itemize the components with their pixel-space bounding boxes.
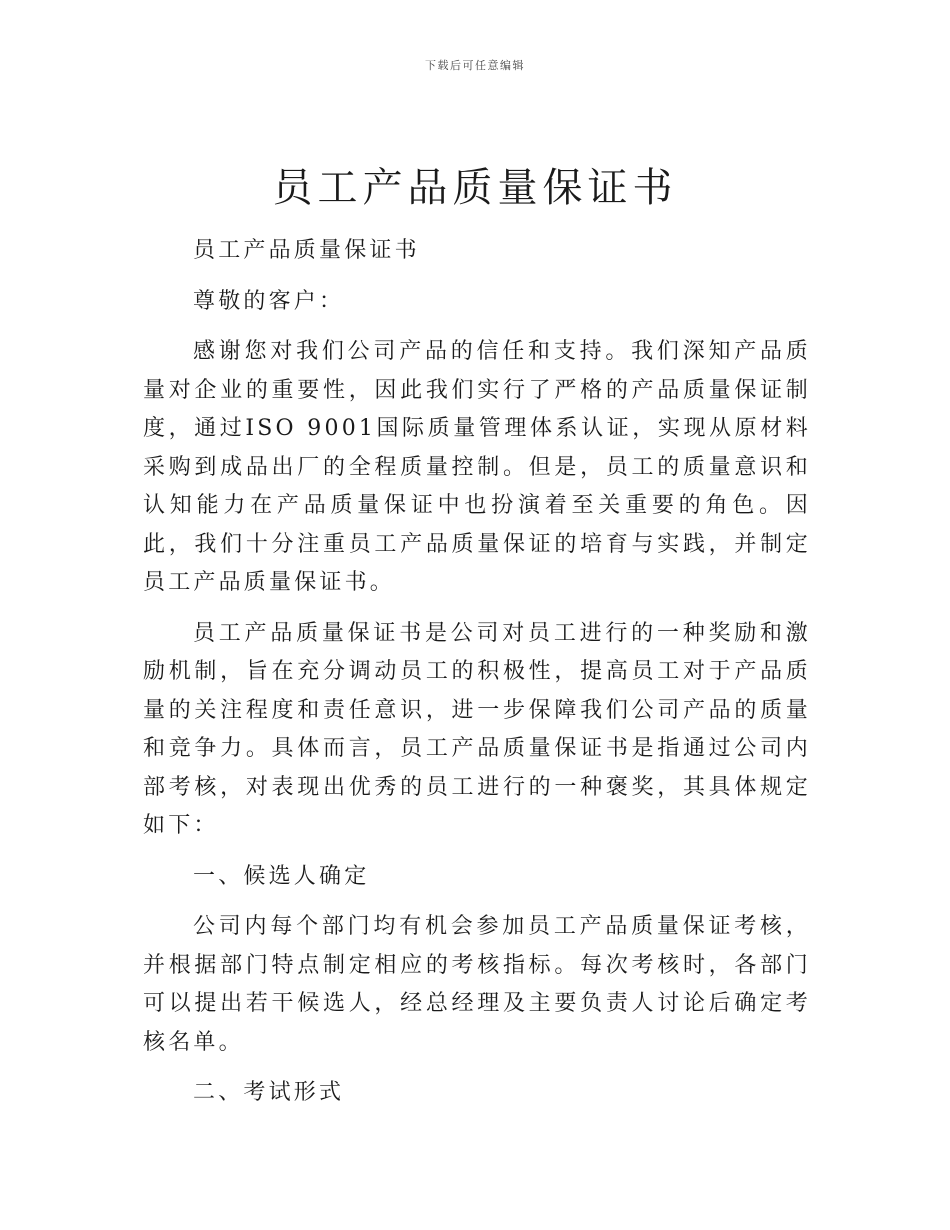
section-heading-candidates: 一、候选人确定 <box>193 863 370 889</box>
paragraph-intro: 感谢您对我们公司产品的信任和支持。我们深知产品质量对企业的重要性，因此我们实行了严格的产品质量保证制度，通过ISO 9001国际质量管理体系认证，实现从原材料采购到成品出厂的全程质量控制。但是，员工的质量意识和认知能力在产品质量保证中也扮演着至关重要的角色。因此，我们十分注重员工产品质量保证的培育与实践，并制定员工产品质量保证书。 <box>143 339 811 595</box>
paragraph-candidates: 公司内每个部门均有机会参加员工产品质量保证考核，并根据部门特点制定相应的考核指标。每次考核时，各部门可以提出若干候选人，经总经理及主要负责人讨论后确定考核名单。 <box>143 914 811 1055</box>
paragraph-description: 员工产品质量保证书是公司对员工进行的一种奖励和激励机制，旨在充分调动员工的积极性，提高员工对于产品质量的关注程度和责任意识，进一步保障我们公司产品的质量和竞争力。具体而言，员工产品质量保证书是指通过公司内部考核，对表现出优秀的员工进行的一种褒奖，其具体规定如下： <box>143 620 811 838</box>
paragraph-salutation: 尊敬的客户： <box>193 288 345 314</box>
document-body <box>143 232 811 1125</box>
header-note: 下载后可任意编辑 <box>425 59 525 72</box>
section-heading-exam-format: 二、考试形式 <box>193 1080 345 1105</box>
document-title: 员工产品质量保证书 <box>272 165 678 211</box>
paragraph-subtitle: 员工产品质量保证书 <box>193 238 420 263</box>
